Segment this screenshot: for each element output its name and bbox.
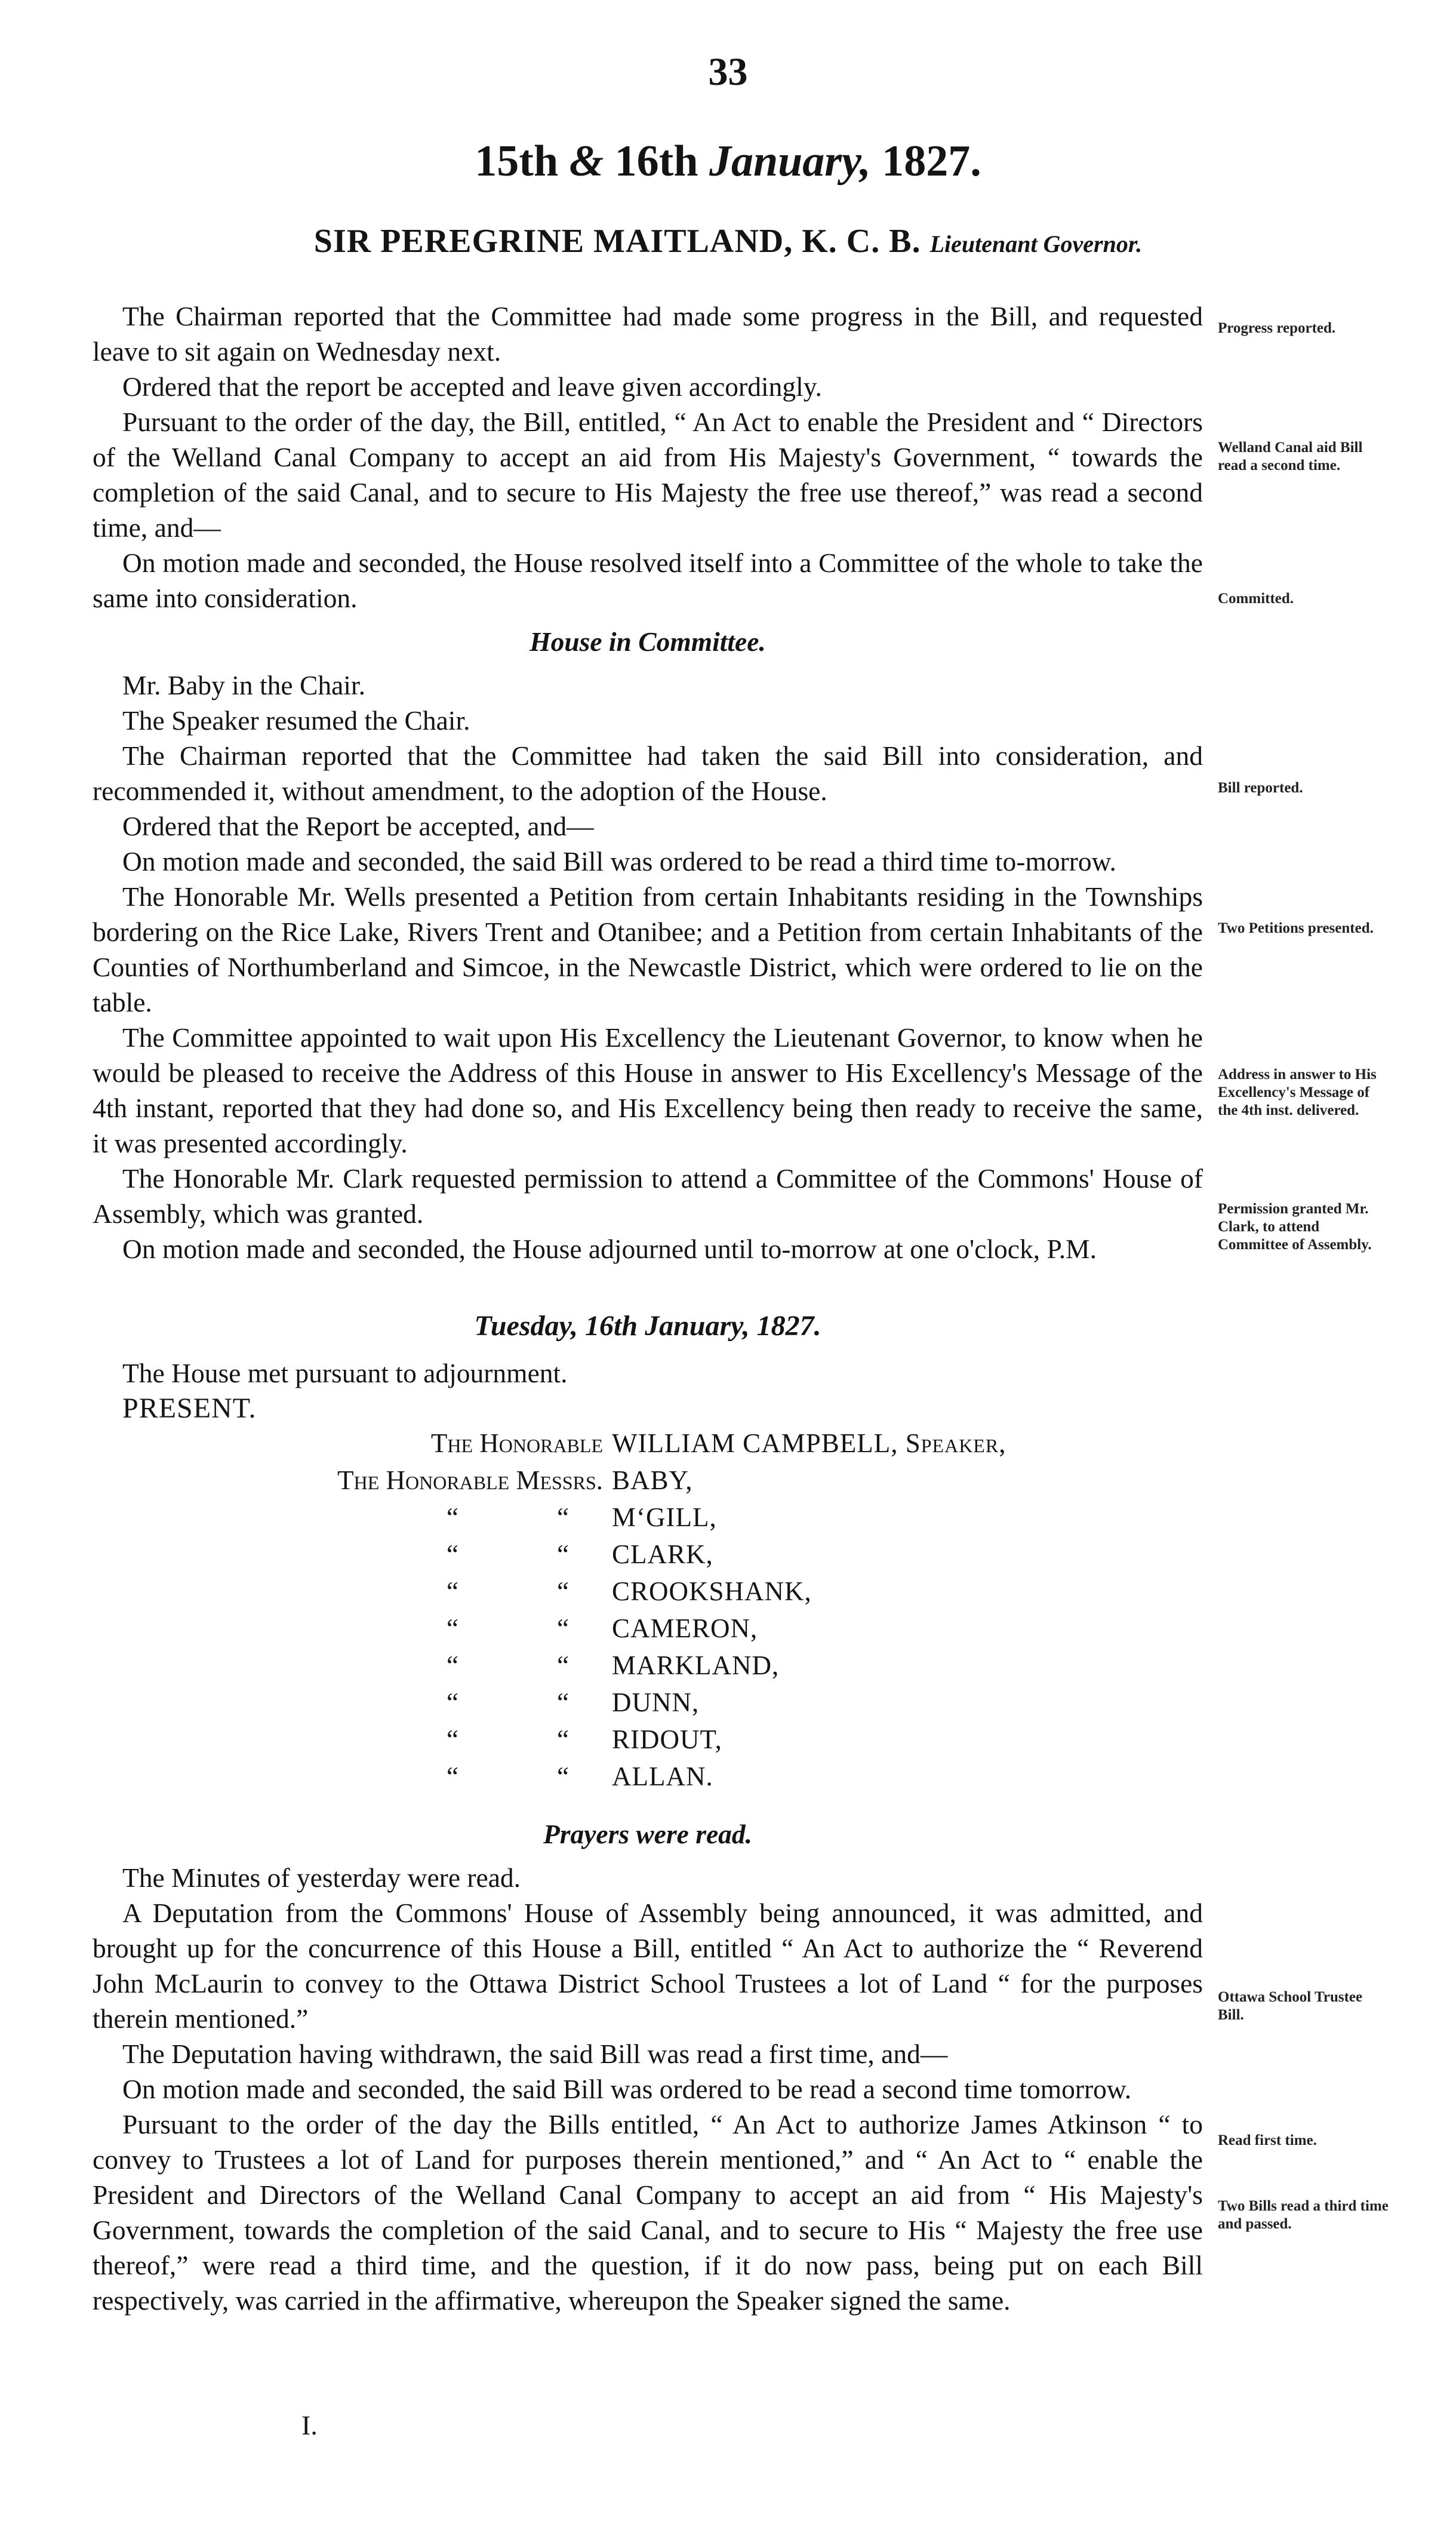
paragraph: The Speaker resumed the Chair. — [122, 705, 470, 736]
paragraph: Pursuant to the order of the day, the Bill, entitled, “ An Act to enable the President and “ Directors of the Welland Canal Company to accept an aid from His Majesty's Government, “ towards the completion of the said Canal, and to secure to His Majesty the free use thereof,” was read a second time, and— — [93, 407, 1203, 543]
ditto-mark: “ — [447, 1613, 458, 1643]
member-row — [93, 1759, 1203, 1794]
ditto-mark: “ — [557, 1539, 569, 1569]
paragraph: The Committee appointed to wait upon His Excellency the Lieutenant Governor, to know when he would be pleased to receive the Address of this House in answer to His Excellency's Message of the 4th instant, reported that they had done so, and His Excellency being then ready to receive the same, it was presented accordingly. — [93, 1022, 1203, 1158]
margin-note: Progress reported. — [1218, 320, 1336, 336]
governor-line — [0, 222, 1456, 260]
paragraph: Ordered that the Report be accepted, and— — [122, 811, 594, 841]
member-name — [612, 1426, 1006, 1461]
ditto-mark: “ — [557, 1613, 569, 1643]
member-row — [93, 1463, 1203, 1498]
member-row — [93, 1611, 1203, 1646]
date-part-2: 16th — [614, 137, 698, 186]
member-name: DUNN, — [612, 1687, 700, 1717]
paragraph: The Chairman reported that the Committee had taken the said Bill into consideration, and recommended it, without amendment, to the adoption of the House. — [93, 740, 1203, 806]
ditto-mark: “ — [447, 1687, 458, 1717]
ditto-mark: “ — [557, 1687, 569, 1717]
paragraph: Mr. Baby in the Chair. — [122, 670, 365, 700]
margin-note: Welland Canal aid Bill read a second time. — [1218, 439, 1363, 474]
margin-note: Two Petitions presented. — [1218, 920, 1374, 936]
ditto-mark: “ — [557, 1502, 569, 1532]
member-row — [93, 1648, 1203, 1683]
section-heading-house-in-committee: House in Committee. — [530, 626, 766, 657]
member-row — [93, 1426, 1203, 1461]
member-name: CLARK, — [612, 1539, 713, 1569]
margin-note: Bill reported. — [1218, 780, 1303, 796]
date-part-1: 15th — [475, 137, 559, 186]
present-label: PRESENT. — [122, 1392, 257, 1424]
member-row — [93, 1722, 1203, 1757]
member-row — [93, 1537, 1203, 1572]
ditto-mark: “ — [447, 1576, 458, 1606]
paragraph: The House met pursuant to adjournment. — [122, 1358, 568, 1388]
paragraph: The Minutes of yesterday were read. — [122, 1862, 521, 1893]
member-name: RIDOUT, — [612, 1724, 722, 1754]
margin-note: Permission granted Mr. Clark, to attend Committee of Assembly. — [1218, 1201, 1372, 1253]
paragraph: The Honorable Mr. Clark requested permission to attend a Committee of the Commons' House of Assembly, which was granted. — [93, 1163, 1203, 1229]
member-name: BABY, — [612, 1465, 693, 1495]
ditto-mark: “ — [447, 1539, 458, 1569]
ditto-mark: “ — [557, 1724, 569, 1754]
date-month: January, — [709, 137, 871, 186]
member-name-text: WILLIAM CAMPBELL, — [612, 1428, 898, 1458]
ditto-mark: “ — [557, 1576, 569, 1606]
member-suffix: Speaker, — [905, 1428, 1006, 1458]
paragraph: The Chairman reported that the Committee had made some progress in the Bill, and requested leave to sit again on Wednesday next. — [93, 301, 1203, 367]
member-row — [93, 1574, 1203, 1609]
paragraph: The Deputation having withdrawn, the said Bill was read a first time, and— — [122, 2039, 948, 2069]
paragraph: On motion made and seconded, the House resolved itself into a Committee of the whole to take the same into consideration. — [93, 548, 1203, 613]
member-row — [93, 1500, 1203, 1535]
margin-note: Read first time. — [1218, 2132, 1317, 2148]
paragraph: A Deputation from the Commons' House of Assembly being announced, it was admitted, and brought up for the concurrence of this House a Bill, entitled “ An Act to authorize the “ Reverend John McLaurin to convey to the Ottawa District School Trustees a lot of Land “ for the purposes therein mentioned.” — [93, 1898, 1203, 2034]
member-prefix: The Honorable Messrs. — [337, 1465, 603, 1495]
paragraph: On motion made and seconded, the said Bill was ordered to be read a third time to-morrow. — [122, 846, 1116, 877]
page-number: 33 — [708, 50, 748, 94]
date-heading — [0, 136, 1456, 187]
paragraph: Ordered that the report be accepted and leave given accordingly. — [122, 371, 822, 402]
margin-note: Ottawa School Trustee Bill. — [1218, 1989, 1363, 2023]
member-prefix: The Honorable — [430, 1428, 603, 1458]
signature-mark: I. — [301, 2410, 318, 2440]
date-ampersand: & — [569, 137, 604, 186]
ditto-mark: “ — [447, 1762, 458, 1791]
body-text — [93, 299, 1203, 2318]
member-name: CAMERON, — [612, 1613, 758, 1643]
section-heading-prayers: Prayers were read. — [543, 1819, 753, 1849]
paragraph: On motion made and seconded, the said Bill was ordered to be read a second time tomorrow. — [122, 2074, 1132, 2104]
ditto-mark: “ — [447, 1724, 458, 1754]
paragraph: The Honorable Mr. Wells presented a Petition from certain Inhabitants residing in the Townships bordering on the Rice Lake, Rivers Trent and Otanibee; and a Petition from certain Inhabitants of the Counties of Northumberland and Simcoe, in the Newcastle District, which were ordered to lie on the table. — [93, 881, 1203, 1017]
member-name: M‘GILL, — [612, 1502, 717, 1532]
governor-title: Lieutenant Governor. — [929, 230, 1143, 257]
paragraph: Pursuant to the order of the day the Bills entitled, “ An Act to authorize James Atkinson “ to convey to Trustees a lot of Land for purposes therein mentioned,” and “ An Act to “ enable the President and Directors of the Welland Canal Company to accept an aid from “ His Majesty's Government, towards the completion of the said Canal, and to secure to His “ Majesty the free use thereof,” were read a third time, and the question, if it do now pass, being put on each Bill respectively, was carried in the affirmative, whereupon the Speaker signed the same. — [93, 2109, 1203, 2316]
margin-note: Committed. — [1218, 591, 1294, 607]
margin-note: Address in answer to His Excellency's Message of the 4th inst. delivered. — [1218, 1066, 1377, 1118]
ditto-mark: “ — [447, 1502, 458, 1532]
section-heading-tuesday: Tuesday, 16th January, 1827. — [474, 1310, 821, 1342]
margin-note: Two Bills read a third time and passed. — [1218, 2198, 1389, 2232]
members-list — [93, 1426, 1203, 1808]
ditto-mark: “ — [557, 1762, 569, 1791]
paragraph: On motion made and seconded, the House adjourned until to-morrow at one o'clock, P.M. — [122, 1234, 1097, 1264]
member-name: MARKLAND, — [612, 1650, 780, 1680]
member-name: CROOKSHANK, — [612, 1576, 812, 1606]
governor-name: SIR PEREGRINE MAITLAND, K. C. B. — [313, 223, 921, 260]
member-row — [93, 1685, 1203, 1720]
ditto-mark: “ — [447, 1650, 458, 1680]
ditto-mark: “ — [557, 1650, 569, 1680]
member-name: ALLAN. — [612, 1762, 713, 1791]
date-year: 1827. — [882, 137, 981, 186]
